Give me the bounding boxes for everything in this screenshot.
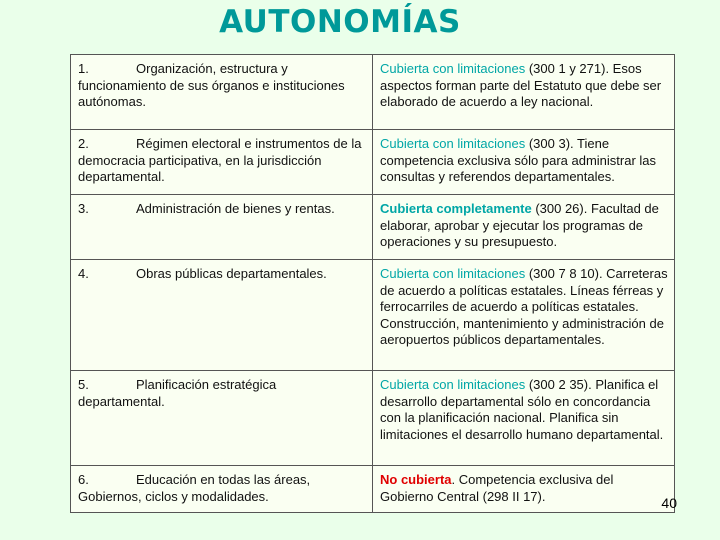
status-detail: (300 7 8 10). Carreteras de acuerdo a políticas estatales. Líneas férreas y ferrocarriles de acuerdo a políticas estatales. Construcción, mantenimiento y administración de aeropuertos públicos departamentales. <box>380 266 668 347</box>
status-cell <box>373 371 675 466</box>
status-detail: (300 3). Tiene competencia exclusiva sólo para administrar las consultas y referendos departamentales. <box>380 136 657 184</box>
topic-text: Planificación estratégica departamental. <box>78 377 277 409</box>
row-number: 2. <box>78 136 89 151</box>
table-row <box>71 130 675 195</box>
status-cell <box>373 195 675 260</box>
topic-text: Organización, estructura y funcionamiento de sus órganos e instituciones autónomas. <box>78 61 345 109</box>
topic-cell <box>71 466 373 513</box>
row-number: 1. <box>78 61 89 76</box>
status-detail: (300 26). Facultad de elaborar, aprobar y ejecutar los programas de operaciones y su presupuesto. <box>380 201 659 249</box>
page-number: 40 <box>661 495 677 511</box>
topic-cell <box>71 55 373 130</box>
table-row <box>71 371 675 466</box>
status-cell <box>373 466 675 513</box>
status-label: Cubierta completamente <box>380 201 532 216</box>
status-detail: . Competencia exclusiva del Gobierno Central (298 II 17). <box>380 472 614 504</box>
status-label: Cubierta con limitaciones <box>380 136 526 151</box>
row-number: 5. <box>78 377 89 392</box>
table-row <box>71 260 675 371</box>
row-number: 3. <box>78 201 89 216</box>
autonomias-table <box>70 54 675 513</box>
status-label: Cubierta con limitaciones <box>380 266 526 281</box>
status-label: Cubierta con limitaciones <box>380 61 526 76</box>
topic-text: Régimen electoral e instrumentos de la democracia participativa, en la jurisdicción departamental. <box>78 136 362 184</box>
topic-cell <box>71 195 373 260</box>
topic-text: Obras públicas departamentales. <box>136 266 327 281</box>
topic-text: Administración de bienes y rentas. <box>136 201 335 216</box>
status-cell <box>373 130 675 195</box>
table-row <box>71 55 675 130</box>
topic-cell <box>71 130 373 195</box>
table-row <box>71 195 675 260</box>
topic-cell <box>71 371 373 466</box>
status-detail: (300 2 35). Planifica el desarrollo departamental sólo en concordancia con la planificación nacional. Planifica sin limitaciones el desarrollo humano departamental. <box>380 377 664 442</box>
status-cell <box>373 55 675 130</box>
topic-cell <box>71 260 373 371</box>
row-number: 6. <box>78 472 89 487</box>
status-cell <box>373 260 675 371</box>
status-label: Cubierta con limitaciones <box>380 377 526 392</box>
topic-text: Educación en todas las áreas, Gobiernos, ciclos y modalidades. <box>78 472 311 504</box>
row-number: 4. <box>78 266 89 281</box>
table-row <box>71 466 675 513</box>
page-title: AUTONOMÍAS <box>219 4 461 40</box>
status-label: No cubierta <box>380 472 452 487</box>
status-detail: (300 1 y 271). Esos aspectos forman parte del Estatuto que debe ser elaborado de acuerdo a ley nacional. <box>380 61 662 109</box>
